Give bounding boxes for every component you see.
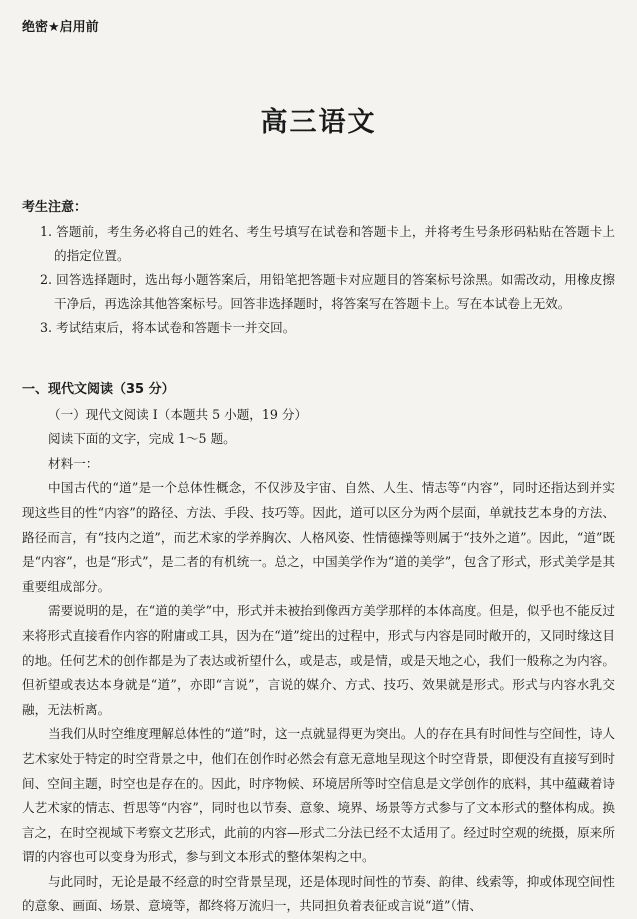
notice-heading: 考生注意： xyxy=(22,200,88,215)
section-heading: 一、现代文阅读（35 分） xyxy=(22,382,175,397)
notice-item: 2. 回答选择题时，选出每小题答案后，用铅笔把答题卡对应题目的答案标号涂黑。如需改动，用橡皮擦干净后，再选涂其他答案标号。回答非选择题时，将答案写在答题卡上。写在本试卷上无效。 xyxy=(40,272,615,311)
secret-label: 绝密★启用前 xyxy=(22,20,99,35)
notice-item: 1. 答题前，考生务必将自己的姓名、考生号填写在试卷和答题卡上，并将考生号条形码粘贴在答题卡上的指定位置。 xyxy=(40,224,615,263)
section-subheading: （一）现代文阅读 I（本题共 5 小题，19 分） xyxy=(48,406,308,422)
passage-paragraph: 中国古代的“道”是一个总体性概念，不仅涉及宇宙、自然、人生、情志等“内容”，同时还指达到并实现这些目的性“内容”的路径、方法、手段、技巧等。因此，道可以区分为两个层面，单就技艺本身的方法、路径而言，有“技内之道”，而艺术家的学养胸次、人格风姿、性情德操等则属于“技外之道”。因此，“道”既是“内容”，也是“形式”，是二者的有机统一。总之，中国美学作为“道的美学”，包含了形式，形式美学是其重要组成部分。 xyxy=(22,480,615,594)
page-title: 高三语文 xyxy=(260,107,377,138)
notice-block xyxy=(22,196,615,340)
passage-paragraph: 需要说明的是，在“道的美学”中，形式并未被抬到像西方美学那样的本体高度。但是，似乎也不能反过来将形式直接看作内容的附庸或工具，因为在“道”绽出的过程中，形式与内容是同时敞开的，又同时缘这目的地。任何艺术的创作都是为了表达或祈望什么，或是志，或是情，或是天地之心，我们一般称之为内容。但祈望或表达本身就是“道”，亦即“言说”，言说的媒介、方式、技巧、效果就是形式。形式与内容水乳交融，无法析离。 xyxy=(22,603,616,717)
material-label: 材料一： xyxy=(48,455,99,471)
reading-section xyxy=(22,378,615,919)
passage-paragraph: 当我们从时空维度理解总体性的“道”时，这一点就显得更为突出。人的存在具有时间性与空间性，诗人艺术家处于特定的时空背景之中，他们在创作时必然会有意无意地呈现这个时空背景，即便没有直接写到时间、空间主题，时空也是存在的。因此，时序物候、环境居所等时空信息是文学创作的底料，其中蕴藏着诗人艺术家的情志、哲思等“内容”，同时也以节奏、意象、境界、场景等方式参与了文本形式的整体构成。换言之，在时空视域下考察文艺形式，此前的内容—形式二分法已经不太适用了。经过时空观的统摄，原来所谓的内容也可以变身为形式，参与到文本形式的整体架构之中。 xyxy=(22,726,616,865)
notice-item: 3. 考试结束后，将本试卷和答题卡一并交回。 xyxy=(40,320,296,335)
section-instruction: 阅读下面的文字，完成 1～5 题。 xyxy=(48,431,236,447)
passage-paragraph: 与此同时，无论是最不经意的时空背景呈现，还是体现时间性的节奏、韵律、线索等，抑或体现空间性的意象、画面、场景、意境等，都终将万流归一，共同担负着表征或言说“道”（情、 xyxy=(22,873,615,914)
